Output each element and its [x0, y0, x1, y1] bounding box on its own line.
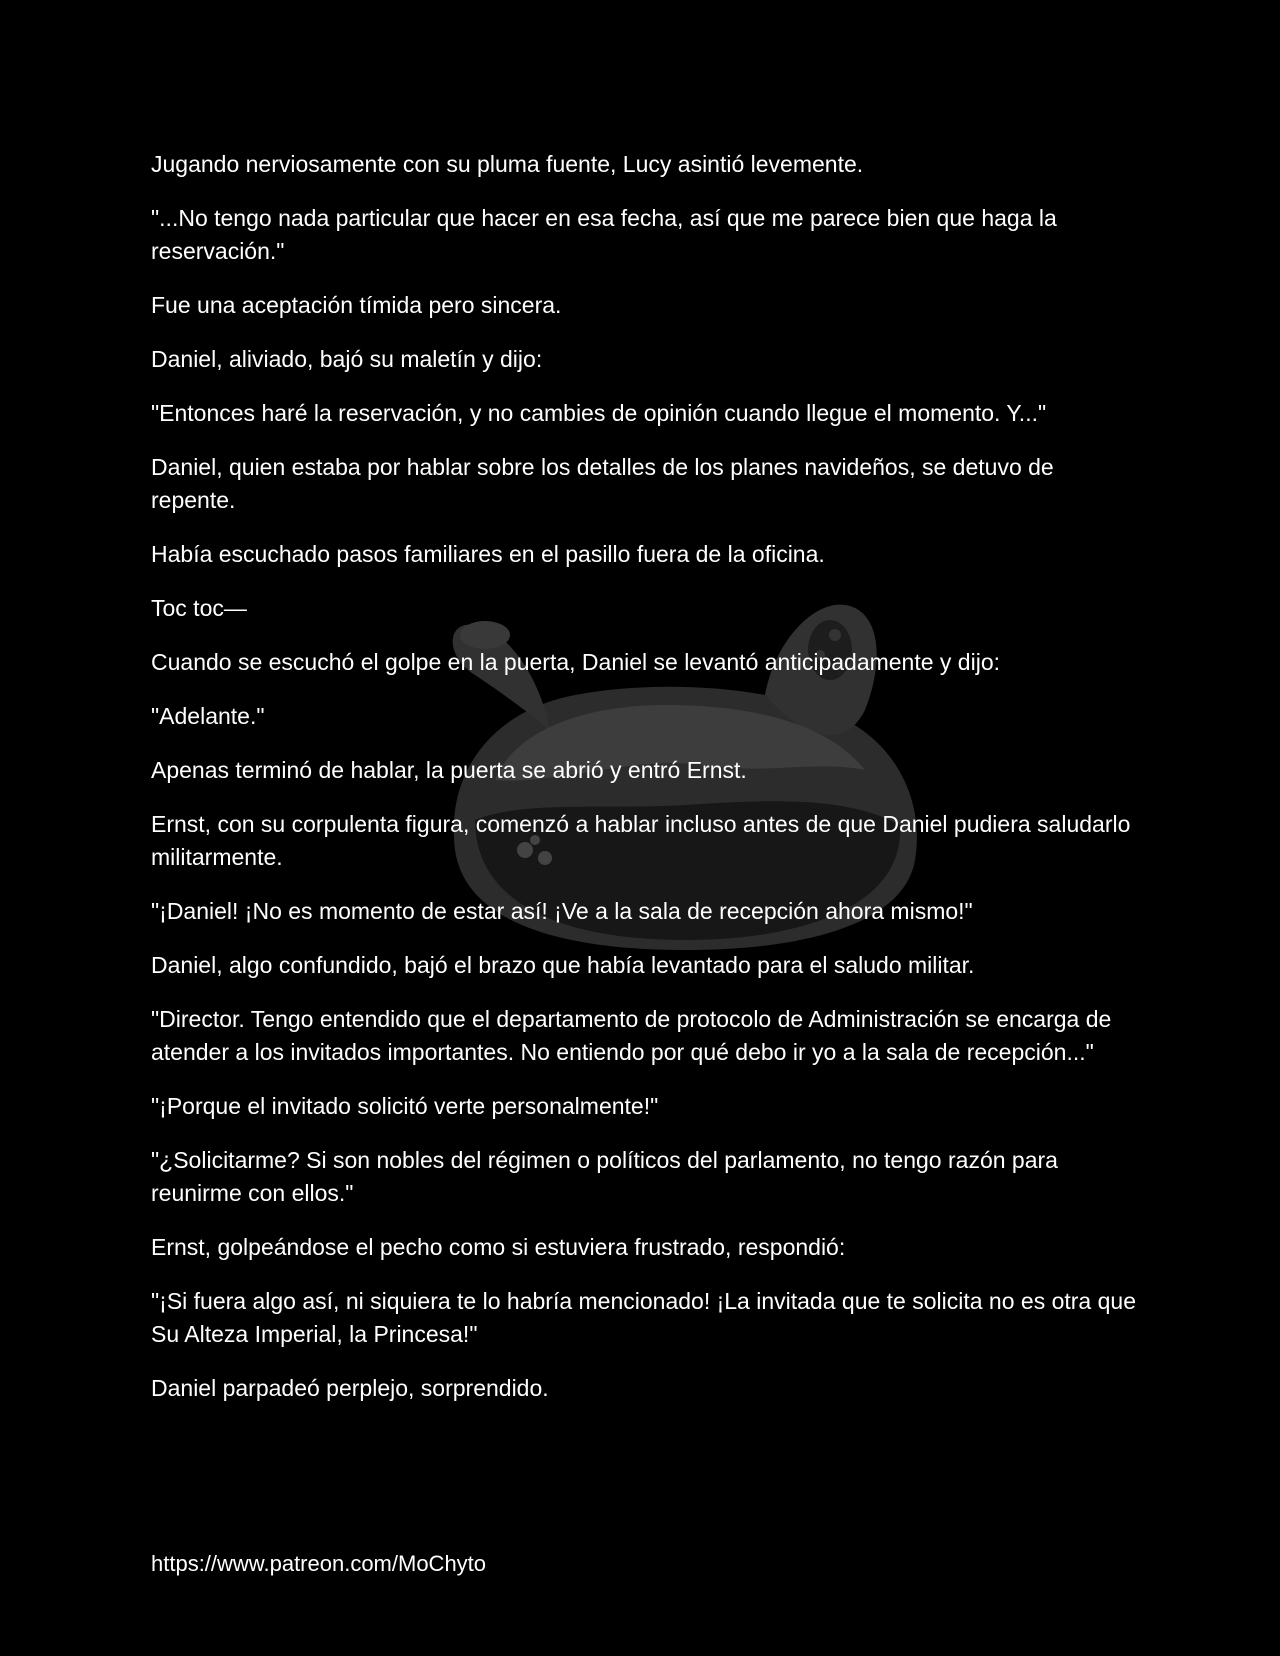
- paragraph: Daniel parpadeó perplejo, sorprendido.: [151, 1375, 549, 1401]
- paragraph: Fue una aceptación tímida pero sincera.: [151, 292, 562, 318]
- document-body: [151, 148, 1141, 1426]
- paragraph: Daniel, algo confundido, bajó el brazo que había levantado para el saludo militar.: [151, 952, 975, 978]
- paragraph: Cuando se escuchó el golpe en la puerta, Daniel se levantó anticipadamente y dijo:: [151, 649, 1001, 675]
- paragraph: Daniel, quien estaba por hablar sobre los detalles de los planes navideños, se detuvo de repente.: [151, 454, 1054, 513]
- paragraph: Apenas terminó de hablar, la puerta se abrió y entró Ernst.: [151, 757, 747, 783]
- paragraph: Jugando nerviosamente con su pluma fuente, Lucy asintió levemente.: [151, 151, 864, 177]
- paragraph: "¡Porque el invitado solicitó verte personalmente!": [151, 1093, 659, 1119]
- paragraph: "Director. Tengo entendido que el departamento de protocolo de Administración se encarga de atender a los invitados importantes. No entiendo por qué debo ir yo a la sala de recepción...": [151, 1006, 1112, 1065]
- paragraph: Toc toc—: [151, 595, 247, 621]
- paragraph: "Adelante.": [151, 703, 265, 729]
- paragraph: "¡Si fuera algo así, ni siquiera te lo habría mencionado! ¡La invitada que te solicita no es otra que Su Alteza Imperial, la Princesa!": [151, 1288, 1136, 1347]
- patreon-link[interactable]: https://www.patreon.com/MoChyto: [151, 1551, 487, 1576]
- paragraph: Ernst, con su corpulenta figura, comenzó a hablar incluso antes de que Daniel pudiera saludarlo militarmente.: [151, 811, 1131, 870]
- paragraph: "Entonces haré la reservación, y no cambies de opinión cuando llegue el momento. Y...": [151, 400, 1047, 426]
- paragraph: "...No tengo nada particular que hacer en esa fecha, así que me parece bien que haga la reservación.": [151, 205, 1057, 264]
- paragraph: "¿Solicitarme? Si son nobles del régimen o políticos del parlamento, no tengo razón para reunirme con ellos.": [151, 1147, 1058, 1206]
- paragraph: Daniel, aliviado, bajó su maletín y dijo:: [151, 346, 543, 372]
- paragraph: Ernst, golpeándose el pecho como si estuviera frustrado, respondió:: [151, 1234, 846, 1260]
- paragraph: Había escuchado pasos familiares en el pasillo fuera de la oficina.: [151, 541, 825, 567]
- paragraph: "¡Daniel! ¡No es momento de estar así! ¡Ve a la sala de recepción ahora mismo!": [151, 898, 973, 924]
